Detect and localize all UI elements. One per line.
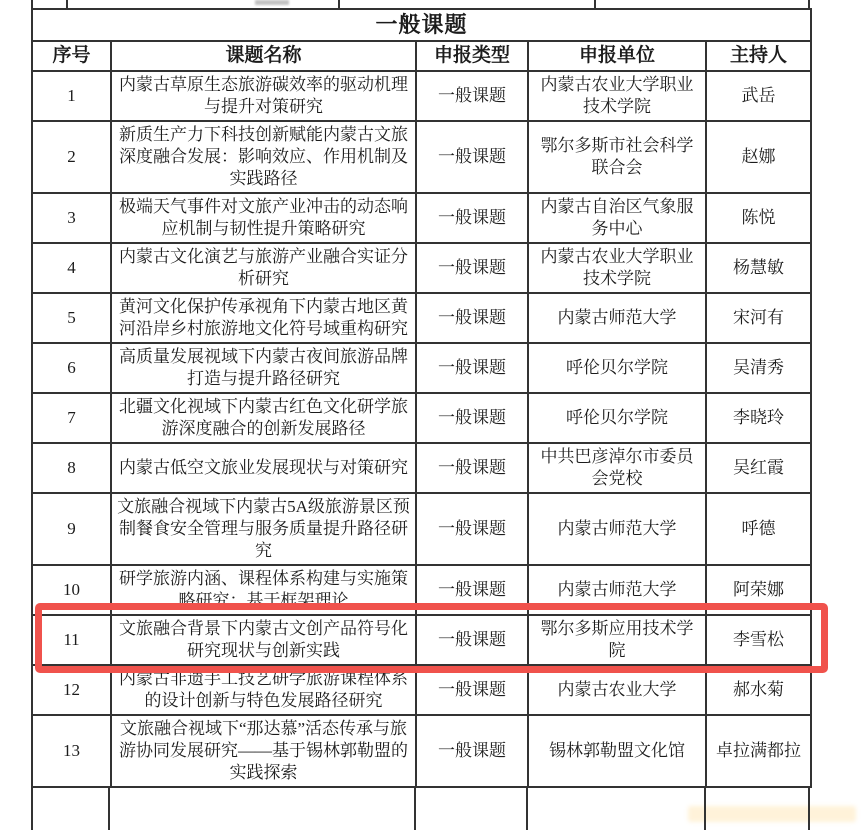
topic-type-cell: 一般课题 <box>416 715 528 787</box>
topic-type-cell: 一般课题 <box>416 393 528 443</box>
topic-title-cell: 北疆文化视域下内蒙古红色文化研学旅游深度融合的创新发展路径 <box>111 393 416 443</box>
header-leader: 主持人 <box>706 41 811 71</box>
row-number-cell: 6 <box>32 343 111 393</box>
table-row <box>32 243 811 293</box>
row-number-cell: 11 <box>32 615 111 665</box>
topic-type-cell: 一般课题 <box>416 243 528 293</box>
section-title: 一般课题 <box>32 9 811 41</box>
header-no: 序号 <box>32 41 111 71</box>
clipped-previous-row-text <box>255 0 289 5</box>
leader-cell: 李雪松 <box>706 615 811 665</box>
leader-cell: 赵娜 <box>706 121 811 193</box>
leader-cell: 武岳 <box>706 71 811 121</box>
table-row <box>32 193 811 243</box>
table-row <box>32 615 811 665</box>
leader-cell: 郝水菊 <box>706 665 811 715</box>
org-cell: 锡林郭勒盟文化馆 <box>528 715 706 787</box>
topic-type-cell: 一般课题 <box>416 293 528 343</box>
table-border-stub <box>31 788 33 830</box>
table-border-stub <box>594 0 596 8</box>
org-cell: 内蒙古师范大学 <box>528 293 706 343</box>
table-row <box>32 71 811 121</box>
topic-type-cell: 一般课题 <box>416 665 528 715</box>
table-border-stub <box>108 788 110 830</box>
leader-cell: 吴清秀 <box>706 343 811 393</box>
row-number-cell: 3 <box>32 193 111 243</box>
table-row <box>32 443 811 493</box>
row-number-cell: 1 <box>32 71 111 121</box>
topic-type-cell: 一般课题 <box>416 615 528 665</box>
leader-cell: 李晓玲 <box>706 393 811 443</box>
org-cell: 内蒙古师范大学 <box>528 565 706 615</box>
table-row <box>32 121 811 193</box>
topic-title-cell: 文旅融合视域下内蒙古5A级旅游景区预制餐食安全管理与服务质量提升路径研究 <box>111 493 416 565</box>
table-border-stub <box>808 0 810 8</box>
leader-cell: 陈悦 <box>706 193 811 243</box>
table-header-row <box>32 41 811 71</box>
section-title-row <box>32 9 811 41</box>
org-cell: 呼伦贝尔学院 <box>528 343 706 393</box>
header-title: 课题名称 <box>111 41 416 71</box>
row-number-cell: 12 <box>32 665 111 715</box>
leader-cell: 阿荣娜 <box>706 565 811 615</box>
header-org: 申报单位 <box>528 41 706 71</box>
topic-type-cell: 一般课题 <box>416 71 528 121</box>
org-cell: 内蒙古自治区气象服务中心 <box>528 193 706 243</box>
leader-cell: 卓拉满都拉 <box>706 715 811 787</box>
table-row <box>32 565 811 615</box>
org-cell: 内蒙古农业大学 <box>528 665 706 715</box>
org-cell: 内蒙古师范大学 <box>528 493 706 565</box>
topic-title-cell: 高质量发展视域下内蒙古夜间旅游品牌打造与提升路径研究 <box>111 343 416 393</box>
table-row <box>32 293 811 343</box>
topic-type-cell: 一般课题 <box>416 343 528 393</box>
header-type: 申报类型 <box>416 41 528 71</box>
table-border-stub <box>338 0 340 8</box>
topic-title-cell: 极端天气事件对文旅产业冲击的动态响应机制与韧性提升策略研究 <box>111 193 416 243</box>
row-number-cell: 4 <box>32 243 111 293</box>
org-cell: 内蒙古农业大学职业技术学院 <box>528 71 706 121</box>
row-number-cell: 10 <box>32 565 111 615</box>
row-number-cell: 7 <box>32 393 111 443</box>
topic-title-cell: 黄河文化保护传承视角下内蒙古地区黄河沿岸乡村旅游地文化符号域重构研究 <box>111 293 416 343</box>
row-number-cell: 2 <box>32 121 111 193</box>
table-border-stub <box>31 0 33 8</box>
leader-cell: 宋河有 <box>706 293 811 343</box>
table-row <box>32 393 811 443</box>
faint-watermark <box>688 806 856 822</box>
clipped-previous-row <box>0 0 862 8</box>
topic-title-cell: 新质生产力下科技创新赋能内蒙古文旅深度融合发展：影响效应、作用机制及实践路径 <box>111 121 416 193</box>
row-number-cell: 13 <box>32 715 111 787</box>
topic-title-cell: 文旅融合背景下内蒙古文创产品符号化研究现状与创新实践 <box>111 615 416 665</box>
topic-title-cell: 内蒙古文化演艺与旅游产业融合实证分析研究 <box>111 243 416 293</box>
org-cell: 鄂尔多斯应用技术学院 <box>528 615 706 665</box>
org-cell: 鄂尔多斯市社会科学联合会 <box>528 121 706 193</box>
table-border-stub <box>808 788 810 830</box>
topic-title-cell: 内蒙古草原生态旅游碳效率的驱动机理与提升对策研究 <box>111 71 416 121</box>
org-cell: 呼伦贝尔学院 <box>528 393 706 443</box>
table-row <box>32 493 811 565</box>
row-number-cell: 9 <box>32 493 111 565</box>
row-number-cell: 8 <box>32 443 111 493</box>
leader-cell: 杨慧敏 <box>706 243 811 293</box>
leader-cell: 呼德 <box>706 493 811 565</box>
topic-title-cell: 内蒙古非遗手工技艺研学旅游课程体系的设计创新与特色发展路径研究 <box>111 665 416 715</box>
topic-type-cell: 一般课题 <box>416 121 528 193</box>
org-cell: 内蒙古农业大学职业技术学院 <box>528 243 706 293</box>
topic-type-cell: 一般课题 <box>416 193 528 243</box>
topics-table <box>31 8 812 788</box>
topic-title-cell: 文旅融合视域下“那达慕”活态传承与旅游协同发展研究——基于锡林郭勒盟的实践探索 <box>111 715 416 787</box>
table-row <box>32 665 811 715</box>
row-number-cell: 5 <box>32 293 111 343</box>
org-cell: 中共巴彦淖尔市委员会党校 <box>528 443 706 493</box>
table-row <box>32 343 811 393</box>
leader-cell: 吴红霞 <box>706 443 811 493</box>
topic-title-cell: 内蒙古低空文旅业发展现状与对策研究 <box>111 443 416 493</box>
table-row <box>32 715 811 787</box>
table-border-stub <box>414 788 416 830</box>
table-border-stub <box>704 788 706 830</box>
topic-type-cell: 一般课题 <box>416 493 528 565</box>
topic-type-cell: 一般课题 <box>416 443 528 493</box>
table-border-stub <box>526 788 528 830</box>
table-border-stub <box>66 0 68 8</box>
topic-title-cell: 研学旅游内涵、课程体系构建与实施策略研究：基于框架理论 <box>111 565 416 615</box>
topic-type-cell: 一般课题 <box>416 565 528 615</box>
